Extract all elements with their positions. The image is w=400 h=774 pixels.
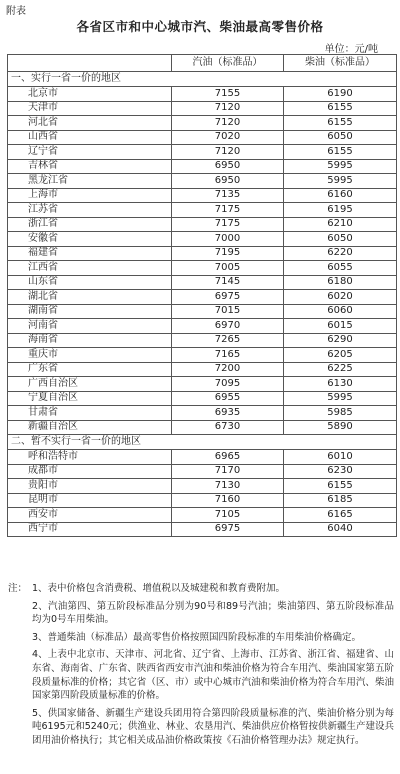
table-row (8, 450, 397, 465)
table-row (8, 130, 397, 145)
diesel-price: 6155 (284, 101, 397, 116)
diesel-price: 5985 (284, 406, 397, 421)
diesel-price: 6205 (284, 348, 397, 363)
region-name: 辽宁省 (8, 145, 172, 160)
note-item (8, 648, 394, 702)
table-row (8, 319, 397, 334)
diesel-price: 5995 (284, 174, 397, 189)
region-name: 江西省 (8, 261, 172, 276)
region-name: 广西自治区 (8, 377, 172, 392)
diesel-price: 6190 (284, 87, 397, 102)
diesel-price: 6160 (284, 188, 397, 203)
note-item (8, 631, 394, 645)
region-name: 甘肃省 (8, 406, 172, 421)
gasoline-price: 7155 (172, 87, 284, 102)
header-diesel: 柴油（标准品） (284, 55, 397, 72)
diesel-price: 6230 (284, 464, 397, 479)
region-name: 河北省 (8, 116, 172, 131)
gasoline-price: 7195 (172, 246, 284, 261)
header-empty-cell (8, 55, 172, 72)
region-name: 呼和浩特市 (8, 450, 172, 465)
table-row (8, 246, 397, 261)
gasoline-price: 7170 (172, 464, 284, 479)
diesel-price: 6220 (284, 246, 397, 261)
table-row (8, 145, 397, 160)
region-name: 西宁市 (8, 522, 172, 537)
diesel-price: 6020 (284, 290, 397, 305)
gasoline-price: 6955 (172, 391, 284, 406)
table-row (8, 522, 397, 537)
note-text: 2、汽油第四、第五阶段标准品分别为90号和89号汽油；柴油第四、第五阶段标准品均为0号车用柴油。 (32, 600, 394, 626)
gasoline-price: 7165 (172, 348, 284, 363)
gasoline-price: 7020 (172, 130, 284, 145)
region-name: 湖北省 (8, 290, 172, 305)
region-name: 山东省 (8, 275, 172, 290)
note-text: 3、普通柴油（标准品）最高零售价格按照国四阶段标准的车用柴油价格确定。 (32, 631, 362, 643)
page-title: 各省区市和中心城市汽、柴油最高零售价格 (76, 19, 324, 34)
table-row (8, 275, 397, 290)
table-row (8, 87, 397, 102)
section-header-row (8, 435, 397, 450)
gasoline-price: 7175 (172, 217, 284, 232)
note-item (8, 582, 394, 596)
table-row (8, 188, 397, 203)
gasoline-price: 7105 (172, 508, 284, 523)
gasoline-price: 7120 (172, 101, 284, 116)
table-row (8, 508, 397, 523)
notes-label: 注： (8, 583, 28, 594)
table-row (8, 391, 397, 406)
diesel-price: 6155 (284, 145, 397, 160)
region-name: 广东省 (8, 362, 172, 377)
note-text: 4、上表中北京市、天津市、河北省、辽宁省、上海市、江苏省、浙江省、福建省、山东省、海南省、广东省、陕西省西安市汽油和柴油价格为符合车用汽、柴油国家第五阶段质量标准的价格；其它省（区、市）或中心城市汽油和柴油价格为符合车用汽、柴油国家第四阶段质量标准的价格。 (32, 649, 394, 702)
region-name: 重庆市 (8, 348, 172, 363)
table-row (8, 348, 397, 363)
gasoline-price: 7000 (172, 232, 284, 247)
diesel-price: 6155 (284, 479, 397, 494)
gasoline-price: 6730 (172, 420, 284, 435)
section1-title: 一、实行一省一价的地区 (8, 72, 397, 87)
table-row (8, 479, 397, 494)
diesel-price: 6050 (284, 130, 397, 145)
region-name: 北京市 (8, 87, 172, 102)
region-name: 河南省 (8, 319, 172, 334)
diesel-price: 6050 (284, 232, 397, 247)
region-name: 浙江省 (8, 217, 172, 232)
diesel-price: 6165 (284, 508, 397, 523)
region-name: 黑龙江省 (8, 174, 172, 189)
gasoline-price: 7200 (172, 362, 284, 377)
table-row (8, 159, 397, 174)
region-name: 海南省 (8, 333, 172, 348)
appendix-label: 附表 (6, 6, 26, 17)
diesel-price: 6155 (284, 116, 397, 131)
table-row (8, 493, 397, 508)
region-name: 宁夏自治区 (8, 391, 172, 406)
diesel-price: 6180 (284, 275, 397, 290)
gasoline-price: 7015 (172, 304, 284, 319)
diesel-price: 6015 (284, 319, 397, 334)
notes-list (8, 582, 394, 748)
diesel-price: 6010 (284, 450, 397, 465)
diesel-price: 6210 (284, 217, 397, 232)
region-name: 安徽省 (8, 232, 172, 247)
section-header-row (8, 72, 397, 87)
gasoline-price: 6975 (172, 290, 284, 305)
region-name: 湖南省 (8, 304, 172, 319)
table-row (8, 116, 397, 131)
gasoline-price: 7135 (172, 188, 284, 203)
gasoline-price: 6935 (172, 406, 284, 421)
gasoline-price: 7145 (172, 275, 284, 290)
section2-title: 二、暂不实行一省一价的地区 (8, 435, 397, 450)
region-name: 上海市 (8, 188, 172, 203)
table-row (8, 420, 397, 435)
table-row (8, 261, 397, 276)
gasoline-price: 7120 (172, 116, 284, 131)
region-name: 昆明市 (8, 493, 172, 508)
gasoline-price: 6950 (172, 159, 284, 174)
table-header-row (8, 55, 397, 72)
note-text: 5、供国家储备、新疆生产建设兵团用符合第四阶段质量标准的汽、柴油价格分别为每吨6195元和5240元；供渔业、林业、农垦用汽、柴油供应价格暂按供新疆生产建设兵团用油价格执行；其它相关成品油价格政策按《石油价格管理办法》规定执行。 (32, 707, 394, 746)
gasoline-price: 6950 (172, 174, 284, 189)
region-name: 天津市 (8, 101, 172, 116)
gasoline-price: 7175 (172, 203, 284, 218)
gasoline-price: 7120 (172, 145, 284, 160)
region-name: 西安市 (8, 508, 172, 523)
gasoline-price: 6970 (172, 319, 284, 334)
table-row (8, 174, 397, 189)
gasoline-price: 7130 (172, 479, 284, 494)
note-item (8, 600, 394, 627)
region-name: 成都市 (8, 464, 172, 479)
table-row (8, 290, 397, 305)
table-row (8, 304, 397, 319)
diesel-price: 6040 (284, 522, 397, 537)
region-name: 江苏省 (8, 203, 172, 218)
unit-label: 单位：元/吨 (324, 44, 378, 55)
header-gasoline: 汽油（标准品） (172, 55, 284, 72)
table-row (8, 217, 397, 232)
region-name: 山西省 (8, 130, 172, 145)
region-name: 吉林省 (8, 159, 172, 174)
notes (8, 582, 394, 752)
diesel-price: 6195 (284, 203, 397, 218)
table-row (8, 406, 397, 421)
table-row (8, 362, 397, 377)
diesel-price: 6185 (284, 493, 397, 508)
gasoline-price: 6965 (172, 450, 284, 465)
table-row (8, 377, 397, 392)
gasoline-price: 7160 (172, 493, 284, 508)
table-row (8, 464, 397, 479)
gasoline-price: 7005 (172, 261, 284, 276)
region-name: 贵阳市 (8, 479, 172, 494)
diesel-price: 6130 (284, 377, 397, 392)
gasoline-price: 7265 (172, 333, 284, 348)
table-row (8, 203, 397, 218)
diesel-price: 6055 (284, 261, 397, 276)
table-row (8, 232, 397, 247)
region-name: 福建省 (8, 246, 172, 261)
note-item (8, 707, 394, 748)
diesel-price: 6290 (284, 333, 397, 348)
diesel-price: 6225 (284, 362, 397, 377)
diesel-price: 5995 (284, 391, 397, 406)
table-row (8, 101, 397, 116)
diesel-price: 5995 (284, 159, 397, 174)
diesel-price: 5890 (284, 420, 397, 435)
region-name: 新疆自治区 (8, 420, 172, 435)
gasoline-price: 7095 (172, 377, 284, 392)
note-text: 1、表中价格包含消费税、增值税以及城建税和教育费附加。 (32, 583, 286, 594)
gasoline-price: 6975 (172, 522, 284, 537)
diesel-price: 6060 (284, 304, 397, 319)
table-row (8, 333, 397, 348)
price-table (7, 54, 397, 537)
